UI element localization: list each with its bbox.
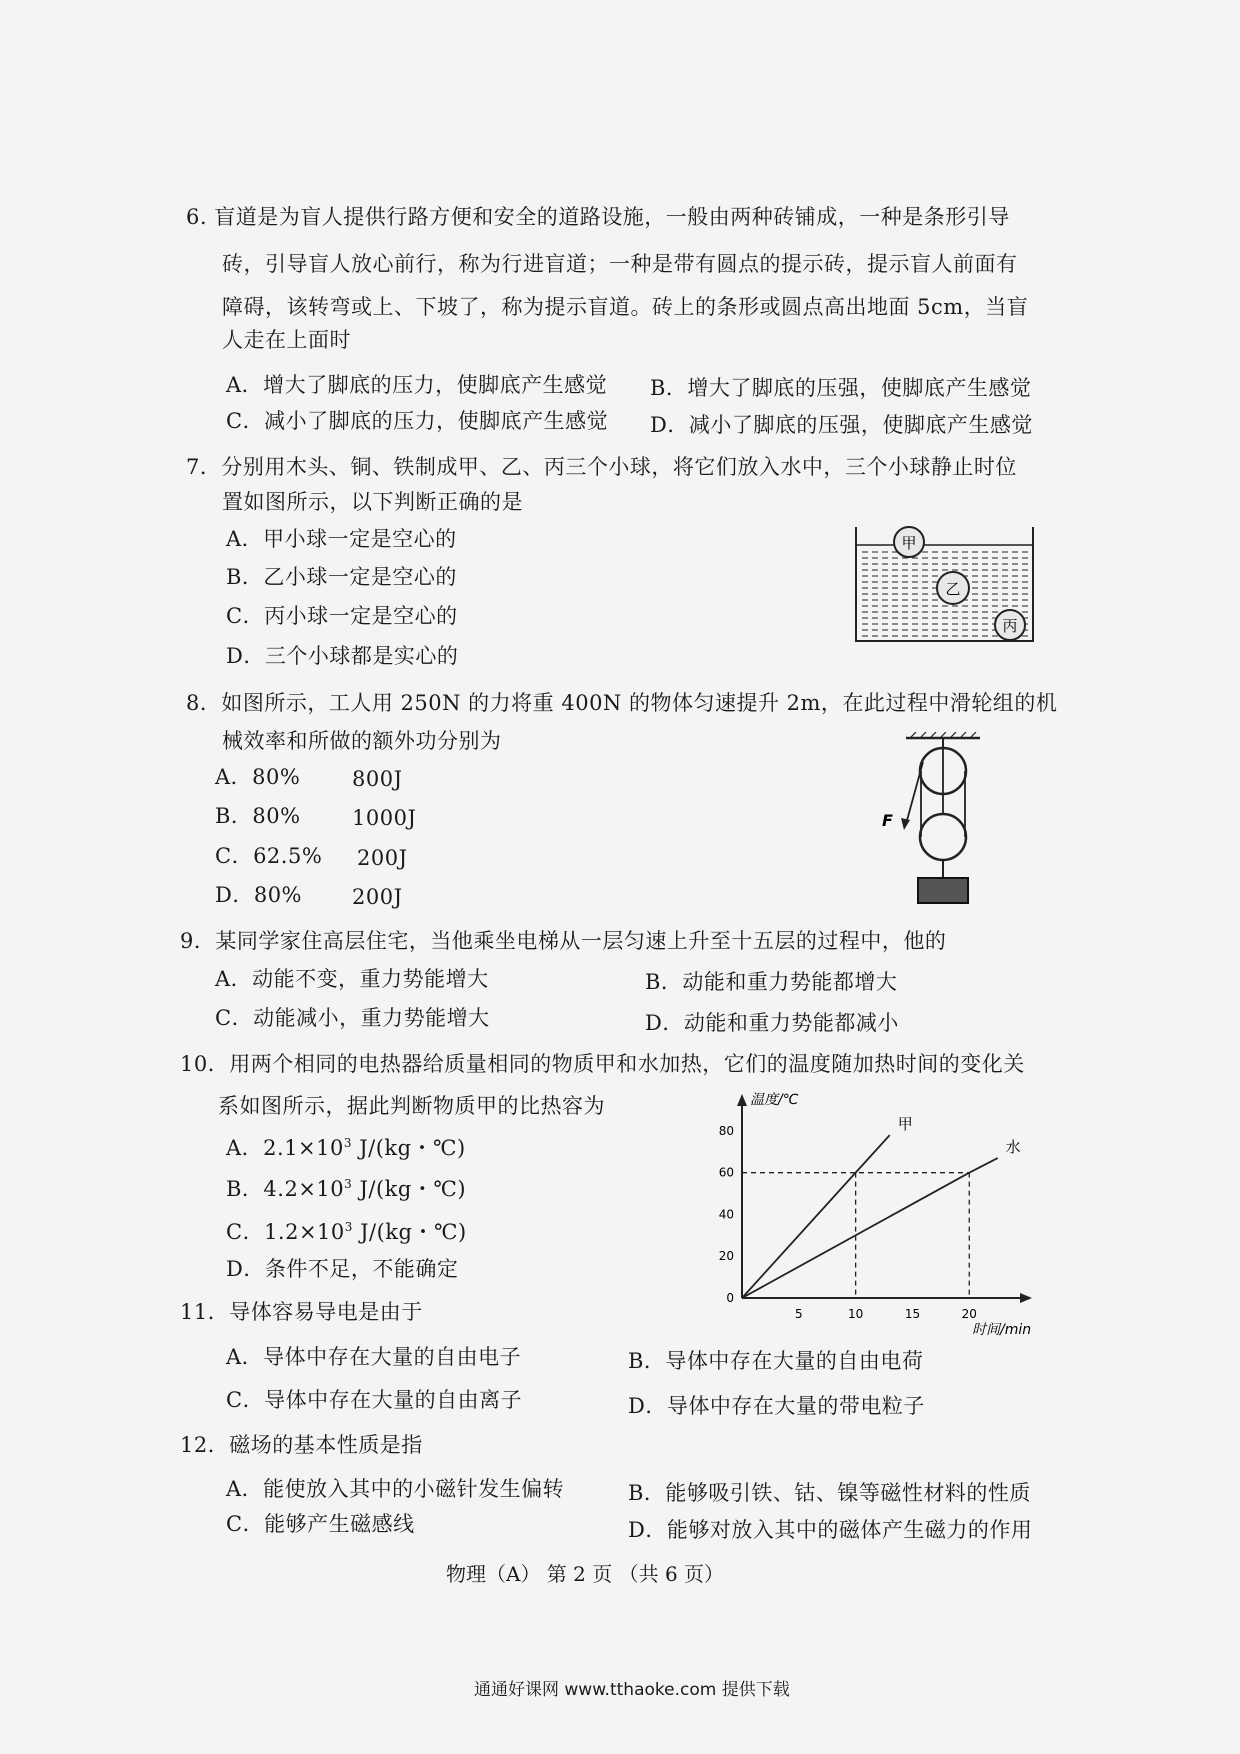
q10-option-b-base: B．4.2×10 [226, 1177, 345, 1201]
q10-option-b [226, 1170, 466, 1203]
y-tick-label-3: 60 [718, 1165, 734, 1180]
q9-option-a: A．动能不变，重力势能增大 [215, 967, 489, 991]
series-label-0: 甲 [897, 1115, 913, 1134]
q10-option-c-exponent: 3 [344, 1220, 353, 1234]
ball-yi-label: 乙 [945, 580, 961, 598]
q10-option-c-unit: J/(kg・℃) [352, 1220, 467, 1244]
q8-option-c-label: C．62.5% [215, 844, 323, 868]
q12-option-d: D．能够对放入其中的磁体产生磁力的作用 [628, 1518, 1033, 1542]
x-axis-label: 时间/min [972, 1322, 1032, 1338]
q8-option-c-value: 200J [357, 846, 408, 870]
q6-option-d: D．减小了脚底的压强，使脚底产生感觉 [650, 413, 1033, 437]
q10-option-a [226, 1129, 466, 1162]
q11-line-1: 11．导体容易导电是由于 [180, 1300, 423, 1324]
q9-option-b: B．动能和重力势能都增大 [645, 970, 898, 994]
floating-balls-figure [852, 525, 1037, 645]
x-tick-label-2: 15 [904, 1307, 921, 1321]
y-tick-label-4: 80 [718, 1123, 734, 1138]
q10-option-a-base: A．2.1×10 [226, 1136, 344, 1160]
q9-option-d: D．动能和重力势能都减小 [645, 1011, 899, 1035]
movable-pulley [920, 814, 966, 860]
series-line-0 [742, 1135, 890, 1298]
q11-option-a: A．导体中存在大量的自由电子 [226, 1345, 522, 1369]
q12-option-c: C．能够产生磁感线 [226, 1512, 415, 1536]
ball-bing [995, 610, 1025, 640]
q6-option-b: B．增大了脚底的压强，使脚底产生感觉 [650, 376, 1032, 400]
q7-option-d: D．三个小球都是实心的 [226, 644, 459, 668]
q6-option-c: C．减小了脚底的压力，使脚底产生感觉 [226, 409, 609, 433]
x-tick-label-3: 20 [961, 1307, 977, 1321]
y-tick-label-1: 20 [718, 1249, 734, 1264]
q7-option-b: B．乙小球一定是空心的 [226, 565, 457, 589]
x-tick-label-0: 5 [794, 1307, 803, 1321]
ball-yi [937, 572, 969, 604]
q12-option-b: B．能够吸引铁、钴、镍等磁性材料的性质 [628, 1481, 1031, 1505]
series-line-1 [742, 1158, 998, 1298]
q8-line-2: 械效率和所做的额外功分别为 [222, 729, 502, 753]
load-block [918, 878, 968, 903]
q9-line-1: 9．某同学家住高层住宅，当他乘坐电梯从一层匀速上升至十五层的过程中，他的 [180, 929, 947, 953]
q10-option-a-exponent: 3 [343, 1136, 353, 1150]
q7-line-1: 7．分别用木头、铜、铁制成甲、乙、丙三个小球，将它们放入水中，三个小球静止时位 [186, 455, 1017, 479]
page-footer: 物理（A） 第 2 页 （共 6 页） [446, 1562, 725, 1586]
y-tick-label-2: 40 [718, 1207, 734, 1222]
q10-option-c-base: C．1.2×10 [226, 1220, 345, 1244]
pulley-figure [878, 732, 988, 907]
q7-option-a: A．甲小球一定是空心的 [226, 527, 457, 551]
ball-bing-label: 丙 [1002, 617, 1018, 635]
ball-jia [894, 527, 924, 557]
ball-jia-label: 甲 [901, 534, 917, 552]
q7-line-2: 置如图所示，以下判断正确的是 [222, 490, 523, 514]
q10-line-1: 10．用两个相同的电热器给质量相同的物质甲和水加热，它们的温度随加热时间的变化关 [180, 1052, 1025, 1076]
q8-option-a-label: A．80% [215, 765, 301, 789]
q6-line-3: 障碍，该转弯或上、下坡了，称为提示盲道。砖上的条形或圆点高出地面 5cm，当盲 [222, 295, 1029, 319]
series-label-1: 水 [1005, 1138, 1021, 1157]
x-axis-arrow [1020, 1293, 1032, 1303]
q7-option-c: C．丙小球一定是空心的 [226, 604, 458, 628]
q10-option-c [226, 1213, 467, 1246]
q10-option-b-exponent: 3 [344, 1177, 353, 1191]
q8-option-a-value: 800J [352, 767, 403, 791]
force-arrow [901, 818, 910, 830]
q10-option-a-unit: J/(kg・℃) [352, 1136, 466, 1160]
force-label: F [882, 811, 893, 830]
q9-option-c: C．动能减小，重力势能增大 [215, 1006, 490, 1030]
q6-option-a: A．增大了脚底的压力，使脚底产生感觉 [226, 373, 608, 397]
q6-line-1: 6. 盲道是为盲人提供行路方便和安全的道路设施，一般由两种砖铺成，一种是条形引导 [186, 205, 1010, 229]
q6-line-2: 砖，引导盲人放心前行，称为行进盲道；一种是带有圆点的提示砖，提示盲人前面有 [222, 252, 1018, 276]
q6-line-4: 人走在上面时 [222, 328, 351, 352]
q10-option-b-unit: J/(kg・℃) [352, 1177, 467, 1201]
q8-line-1: 8．如图所示，工人用 250N 的力将重 400N 的物体匀速提升 2m，在此过程中滑轮组的机 [186, 691, 1058, 715]
temperature-time-chart [700, 1090, 1060, 1340]
q11-option-c: C．导体中存在大量的自由离子 [226, 1388, 523, 1412]
x-tick-label-1: 10 [847, 1307, 864, 1321]
y-tick-label-0: 0 [726, 1291, 734, 1305]
q10-option-d: D．条件不足，不能确定 [226, 1257, 459, 1281]
y-axis-arrow [737, 1094, 747, 1106]
q11-option-b: B．导体中存在大量的自由电荷 [628, 1349, 924, 1373]
q11-option-d: D．导体中存在大量的带电粒子 [628, 1394, 925, 1418]
site-footer: 通通好课网 www.tthaoke.com 提供下载 [474, 1680, 790, 1700]
y-axis-label: 温度/℃ [750, 1092, 799, 1108]
q8-option-b-label: B．80% [215, 804, 301, 828]
q10-line-2: 系如图所示，据此判断物质甲的比热容为 [218, 1094, 605, 1118]
q8-option-d-value: 200J [352, 885, 403, 909]
q12-option-a: A．能使放入其中的小磁针发生偏转 [226, 1477, 565, 1501]
q12-line-1: 12．磁场的基本性质是指 [180, 1433, 423, 1457]
q8-option-d-label: D．80% [215, 883, 303, 907]
q8-option-b-value: 1000J [352, 806, 417, 830]
